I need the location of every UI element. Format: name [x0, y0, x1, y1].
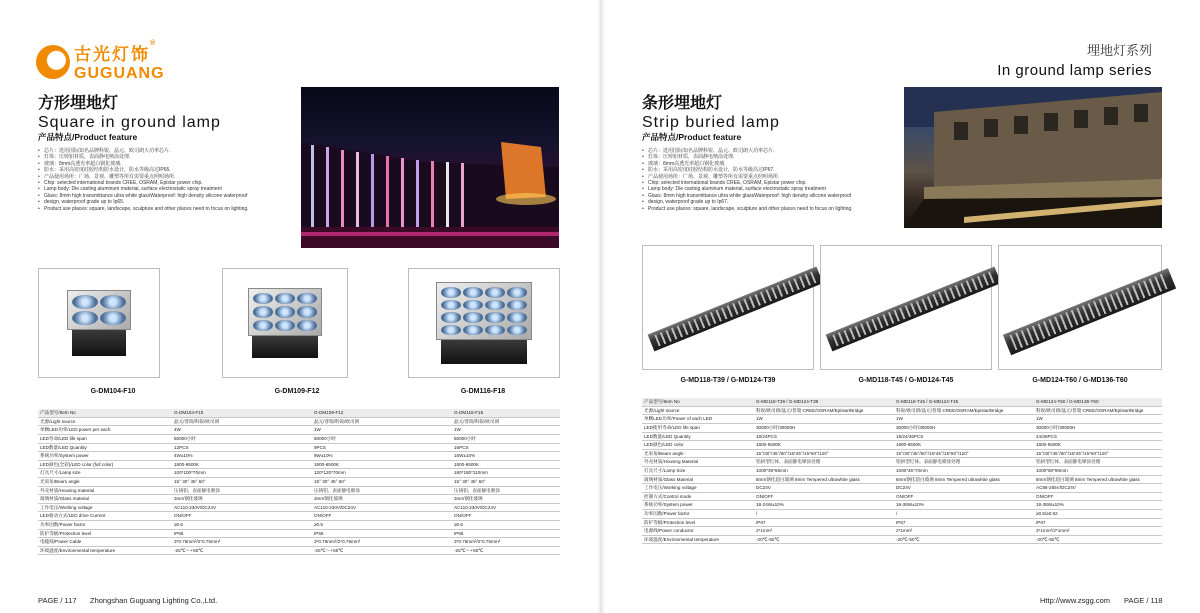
- table-header-row: [38, 409, 560, 417]
- table-cell: 18-36W±10%: [1034, 501, 1162, 510]
- model-caption: G-DM109-F12: [274, 388, 320, 395]
- table-cell: G-MD124-T60 / G-MD136-T60: [1034, 398, 1162, 406]
- table-cell: 18-24W±10%: [754, 501, 894, 510]
- table-row: [642, 449, 1162, 458]
- table-row: [38, 495, 560, 504]
- brand-name-cn: 古光灯饰: [74, 45, 150, 64]
- table-cell: -20℃-50℃: [894, 535, 1034, 544]
- table-cell: 50000小时: [452, 434, 560, 443]
- table-row: [642, 535, 1162, 544]
- table-cell: 4W±10%: [172, 452, 312, 461]
- table-cell: 1W: [312, 426, 452, 435]
- feature-item: • Lamp body: Die casting aluminum material, surface electrostatic spray treatment: [642, 186, 897, 192]
- table-row: [38, 434, 560, 443]
- left-feature-heading: 产品特点/Product feature: [38, 132, 138, 142]
- table-cell: 2*1mm²: [894, 527, 1034, 536]
- table-cell: 1W: [754, 415, 894, 424]
- table-cell: 科锐/欧司朗/晶元/普瑞 CREE/OSRAM/Epistar/Bridge: [1034, 406, 1162, 415]
- feature-item: • Chip: selected international brands CREE, OSRAM, Epistar power chip.: [642, 180, 897, 186]
- table-cell: ≥0.5/≥0.92: [1034, 509, 1162, 518]
- table-row: [642, 406, 1162, 415]
- table-cell: 4W: [172, 426, 312, 435]
- feature-item: • 防水：采用高密度硅胶结构防水设计，防水等级高达IP67.: [642, 167, 897, 173]
- table-row: [38, 469, 560, 478]
- model-caption: G-MD124-T60 / G-MD136-T60: [1032, 377, 1128, 384]
- table-cell: 15°/30°/45°/60°/15*45°/15*60°/120°: [894, 449, 1034, 458]
- table-row: [38, 443, 560, 452]
- table-cell: 光束角/Beam angle: [38, 477, 172, 486]
- table-cell: /: [754, 509, 894, 518]
- table-cell: 18-36W±10%: [894, 501, 1034, 510]
- registered-mark: ®: [150, 40, 158, 47]
- feature-item: • 产品使用场所：广场、景观、雕塑等所有需要重点照明场所.: [642, 174, 897, 180]
- table-cell: 系统功率/System power: [642, 501, 754, 510]
- table-cell: 铝拼型灯体、表面静电喷涂处理: [894, 458, 1034, 467]
- table-cell: -25℃～+55℃: [312, 546, 452, 555]
- table-cell: 防护等级/Protection level: [642, 518, 754, 527]
- table-cell: 1000*60*90mm: [1034, 466, 1162, 475]
- table-row: [642, 484, 1162, 493]
- table-cell: 玻璃材质/Glass material: [38, 495, 172, 504]
- left-feature-list: [38, 148, 296, 212]
- table-cell: 灯具尺寸/Lamp Size: [642, 466, 754, 475]
- table-cell: 8mm钢化超白玻璃 8mm Tempered ultrawhite glass: [754, 475, 894, 484]
- table-cell: 18/24PCS: [754, 432, 894, 441]
- table-cell: AC110-230V/DC24V: [452, 503, 560, 512]
- table-cell: 30000小时/30000H: [1034, 423, 1162, 432]
- square-lamp-night-photo: [301, 87, 559, 248]
- table-cell: ON/OFF: [894, 492, 1034, 501]
- table-cell: IP65: [452, 529, 560, 538]
- table-cell: ≥0.5: [172, 520, 312, 529]
- table-row: [38, 452, 560, 461]
- logo-mark-icon: [36, 45, 70, 79]
- table-cell: 15° 30° 45° 60°: [312, 477, 452, 486]
- table-cell: LED颜色/LED color: [642, 441, 754, 450]
- table-cell: 15° 30° 45° 60°: [172, 477, 312, 486]
- table-row: [642, 509, 1162, 518]
- strip-lamp-night-photo: [904, 87, 1162, 228]
- feature-item: • 产品使用场所：广场、景观、雕塑等所有需要重点照明场所.: [38, 174, 296, 180]
- product-image-g-md124-t60: [998, 245, 1162, 370]
- feature-item: • Lamp body: Die casting aluminum material, surface electrostatic spray treatment: [38, 186, 296, 192]
- table-cell: AC110-230V/DC24V: [172, 503, 312, 512]
- table-cell: LED驱动方式/LED drive Current: [38, 512, 172, 521]
- table-cell: 工作电压/Working voltage: [38, 503, 172, 512]
- table-cell: 晶元/普瑞/科锐/欧司朗: [452, 417, 560, 426]
- table-cell: -25℃～+55℃: [172, 546, 312, 555]
- table-cell: 1800-6500K: [312, 460, 452, 469]
- table-cell: 环境温度/Environmental temperature: [38, 546, 172, 555]
- table-row: [38, 417, 560, 426]
- table-cell: 1000*39*65mm: [754, 466, 894, 475]
- table-cell: 2*1mm²: [754, 527, 894, 536]
- feature-item: • 玻璃：8mm高透光率超白钢化玻璃.: [642, 161, 897, 167]
- table-cell: IP67: [1034, 518, 1162, 527]
- table-row: [642, 466, 1162, 475]
- table-cell: 单颗LED功率/Power of each LED: [642, 415, 754, 424]
- table-cell: 科锐/欧司朗/晶元/普瑞 CREE/OSRAM/Epistar/Bridge: [894, 406, 1034, 415]
- left-spec-table: [38, 409, 560, 555]
- table-cell: 3*0.75mm²/2*0.75mm²: [452, 538, 560, 547]
- table-cell: 功率因数/Power factor: [38, 520, 172, 529]
- table-cell: LED数量/LED Quantity: [642, 432, 754, 441]
- table-cell: 15° 30° 45° 60°: [452, 477, 560, 486]
- table-cell: 单颗LED功率/LED power per each: [38, 426, 172, 435]
- table-row: [642, 432, 1162, 441]
- table-cell: ON/OFF: [172, 512, 312, 521]
- right-title-en: Strip buried lamp: [642, 114, 780, 131]
- table-cell: 12PCS: [172, 443, 312, 452]
- right-feature-list: [642, 148, 897, 212]
- table-cell: -20℃-50℃: [1034, 535, 1162, 544]
- table-cell: G-MD118-T45 / G-MD124-T45: [894, 398, 1034, 406]
- table-cell: 1800-6500K: [754, 441, 894, 450]
- left-title: [38, 90, 221, 132]
- table-row: [38, 486, 560, 495]
- table-cell: 玻璃材质/Glass Material: [642, 475, 754, 484]
- product-image-g-dm116-f18: [408, 268, 560, 378]
- table-cell: 1000*45*70mm: [894, 466, 1034, 475]
- table-row: [38, 426, 560, 435]
- table-cell: IP67: [754, 518, 894, 527]
- table-cell: IP67: [894, 518, 1034, 527]
- table-cell: 外壳材质/Housing Material: [642, 458, 754, 467]
- series-title-cn: 埋地灯系列: [1086, 43, 1152, 58]
- table-cell: 产品型号/Item No: [38, 409, 172, 417]
- table-cell: 工作电压/Working voltage: [642, 484, 754, 493]
- left-features: [38, 131, 296, 212]
- table-cell: 压铸铝、表面静电喷涂: [312, 486, 452, 495]
- table-cell: LED使用寿命/LED life span: [642, 423, 754, 432]
- brand-name-en: GUGUANG: [74, 65, 165, 82]
- table-row: [642, 423, 1162, 432]
- feature-item: • design, waterproof grade up to Ip65.: [38, 199, 296, 205]
- model-caption: G-MD118-T39 / G-MD124-T39: [680, 377, 776, 384]
- table-cell: G-DM116-F18: [452, 409, 560, 417]
- series-title-en: In ground lamp series: [997, 62, 1152, 79]
- feature-item: • Glass: 8mm high transmittance ultra white glassWaterproof: high density silicone waterproof: [642, 193, 897, 199]
- company-name: Zhongshan Guguang Lighting Co.,Ltd.: [90, 596, 218, 605]
- table-cell: 晶元/普瑞/科锐/欧司朗: [312, 417, 452, 426]
- table-row: [38, 520, 560, 529]
- table-cell: 光源/Light source: [38, 417, 172, 426]
- table-cell: 16PCS: [452, 443, 560, 452]
- right-spec-table: [642, 398, 1162, 544]
- table-cell: 24/36PCS: [1034, 432, 1162, 441]
- table-row: [642, 475, 1162, 484]
- table-cell: AC110-230V/DC24V: [312, 503, 452, 512]
- table-cell: 1800-6500K: [1034, 441, 1162, 450]
- table-cell: 9PCS: [312, 443, 452, 452]
- feature-item: • 灯体：压铸铝材质，表面静电喷涂处理.: [642, 154, 897, 160]
- table-cell: 光束角/Beam angle: [642, 449, 754, 458]
- table-cell: 15°/30°/45°/60°/15*45°/15*60°/120°: [754, 449, 894, 458]
- table-cell: ≥0.5: [452, 520, 560, 529]
- table-cell: 3*0.75mm²/2*0.75mm²: [312, 538, 452, 547]
- series-heading: [997, 40, 1152, 79]
- table-cell: 铝拼型灯体、表面静电喷涂处理: [1034, 458, 1162, 467]
- table-cell: -25℃～+55℃: [452, 546, 560, 555]
- table-row: [38, 529, 560, 538]
- table-cell: ON/OFF: [452, 512, 560, 521]
- table-cell: 1W: [894, 415, 1034, 424]
- table-cell: 1800-6500K: [452, 460, 560, 469]
- table-row: [38, 460, 560, 469]
- product-image-g-dm104-f10: [38, 268, 160, 378]
- feature-item: • Chip: selected international brands CREE, OSRAM, Epistar power chip.: [38, 180, 296, 186]
- table-cell: G-DM109-F12: [312, 409, 452, 417]
- table-row: [642, 492, 1162, 501]
- feature-item: • Glass: 8mm high transmittance ultra white glassWaterproof: high density silicone waterproof: [38, 193, 296, 199]
- table-cell: 控制方式/Control mode: [642, 492, 754, 501]
- table-cell: 30000小时/30000H: [754, 423, 894, 432]
- table-cell: 1800-6500K: [894, 441, 1034, 450]
- table-cell: 30000小时/30000H: [894, 423, 1034, 432]
- table-row: [642, 518, 1162, 527]
- table-cell: ≥0.5: [312, 520, 452, 529]
- table-cell: 50000小时: [312, 434, 452, 443]
- table-row: [642, 415, 1162, 424]
- table-cell: 防护等级/Protection level: [38, 529, 172, 538]
- right-features: [642, 131, 897, 212]
- table-cell: LED数量/LED Quantity: [38, 443, 172, 452]
- table-cell: DC24V: [894, 484, 1034, 493]
- table-cell: 8mm钢化超白玻璃 8mm Tempered ultrawhite glass: [894, 475, 1034, 484]
- feature-item: • Product use places: square, landscape, sculpture and other places need to focus on lighting.: [38, 206, 296, 212]
- table-cell: AC86-265V/DC24V: [1034, 484, 1162, 493]
- table-row: [38, 512, 560, 521]
- feature-item: • 芯片：选用国际知名品牌科锐、晶元、欧司朗大功率芯片.: [38, 148, 296, 154]
- table-cell: ON/OFF: [1034, 492, 1162, 501]
- table-cell: 15°/30°/45°/60°/15*45°/15*60°/120°: [1034, 449, 1162, 458]
- table-cell: 1800-6500K: [172, 460, 312, 469]
- left-title-en: Square in ground lamp: [38, 114, 221, 131]
- right-title-cn: 条形埋地灯: [642, 95, 723, 112]
- table-cell: G-MD118-T39 / G-MD124-T39: [754, 398, 894, 406]
- table-cell: 3mm钢化玻璃: [172, 495, 312, 504]
- table-cell: 电源线/Power conductor: [642, 527, 754, 536]
- model-caption: G-DM116-F18: [460, 388, 506, 395]
- table-cell: LED颜色(全彩)/LED color (full color): [38, 460, 172, 469]
- table-cell: 1W: [452, 426, 560, 435]
- table-cell: 系统功率/System power: [38, 452, 172, 461]
- left-page-number: PAGE / 117: [38, 596, 77, 605]
- table-cell: DC24V: [754, 484, 894, 493]
- table-cell: IP65: [312, 529, 452, 538]
- table-cell: 外壳材质/Housing material: [38, 486, 172, 495]
- model-caption: G-MD118-T45 / G-MD124-T45: [858, 377, 954, 384]
- table-cell: G-DM104-F10: [172, 409, 312, 417]
- table-cell: 产品型号/Item No: [642, 398, 754, 406]
- table-cell: ON/OFF: [312, 512, 452, 521]
- table-cell: 科锐/欧司朗/晶元/普瑞 CREE/OSRAM/Epistar/Bridge: [754, 406, 894, 415]
- table-row: [38, 503, 560, 512]
- table-row: [38, 546, 560, 555]
- table-row: [642, 527, 1162, 536]
- right-title: [642, 90, 780, 132]
- table-cell: 电缆线/Power Cable: [38, 538, 172, 547]
- feature-item: • design, waterproof grade up to Ip67.: [642, 199, 897, 205]
- table-cell: 3*1mm²/2*1mm²: [1034, 527, 1162, 536]
- table-cell: 晶元/普瑞/科锐/欧司朗: [172, 417, 312, 426]
- table-cell: -20℃-50℃: [754, 535, 894, 544]
- table-cell: 18/24/36PCS: [894, 432, 1034, 441]
- table-row: [642, 441, 1162, 450]
- table-cell: 光源/Light source: [642, 406, 754, 415]
- table-cell: ON/OFF: [754, 492, 894, 501]
- product-image-g-md118-t39: [642, 245, 814, 370]
- table-cell: 1W: [1034, 415, 1162, 424]
- table-cell: 180*180*110mm: [452, 469, 560, 478]
- table-header-row: [642, 398, 1162, 406]
- left-title-cn: 方形埋地灯: [38, 95, 119, 112]
- table-cell: LED寿命/LED life span: [38, 434, 172, 443]
- table-cell: 8mm钢化超白玻璃 8mm Tempered ultrawhite glass: [1034, 475, 1162, 484]
- feature-item: • 灯体：压铸铝材质，表面静电喷涂处理.: [38, 154, 296, 160]
- feature-item: • 芯片：选用国际知名品牌科锐、晶元、欧司朗大功率芯片.: [642, 148, 897, 154]
- table-cell: 16W±10%: [452, 452, 560, 461]
- table-cell: 铝拼型灯体、表面静电喷涂处理: [754, 458, 894, 467]
- table-cell: 3mm钢化玻璃: [312, 495, 452, 504]
- table-cell: 灯具尺寸/Lamp size: [38, 469, 172, 478]
- table-cell: 压铸铝、表面静电喷涂: [452, 486, 560, 495]
- right-page-number: PAGE / 118: [1124, 596, 1163, 605]
- table-cell: 100*100*70mm: [172, 469, 312, 478]
- brand-logo: [36, 40, 165, 83]
- book-spine: [597, 0, 605, 613]
- feature-item: • Product use places: square, landscape, sculpture and other places need to focus on lighting.: [642, 206, 897, 212]
- table-cell: 3mm钢化玻璃: [452, 495, 560, 504]
- table-cell: 功率因数/Power factor: [642, 509, 754, 518]
- table-row: [642, 501, 1162, 510]
- feature-item: • 玻璃：8mm高透光率超白钢化玻璃.: [38, 161, 296, 167]
- model-caption: G-DM104-F10: [90, 388, 136, 395]
- table-row: [38, 538, 560, 547]
- table-cell: 120*120*70mm: [312, 469, 452, 478]
- table-cell: 9W±10%: [312, 452, 452, 461]
- table-cell: /: [894, 509, 1034, 518]
- product-image-g-dm109-f12: [222, 268, 348, 378]
- website: Http://www.zsgg.com: [1040, 596, 1111, 605]
- table-cell: 50000小时: [172, 434, 312, 443]
- table-cell: 环境温度/Environmental temperature: [642, 535, 754, 544]
- table-cell: 3*0.75mm²/2*0.75mm²: [172, 538, 312, 547]
- right-feature-heading: 产品特点/Product feature: [642, 132, 742, 142]
- table-cell: IP65: [172, 529, 312, 538]
- product-image-g-md118-t45: [820, 245, 992, 370]
- table-row: [642, 458, 1162, 467]
- feature-item: • 防水：采用高密度硅胶结构防水设计，防水等级高达IP65.: [38, 167, 296, 173]
- table-row: [38, 477, 560, 486]
- table-cell: 压铸铝、表面静电喷涂: [172, 486, 312, 495]
